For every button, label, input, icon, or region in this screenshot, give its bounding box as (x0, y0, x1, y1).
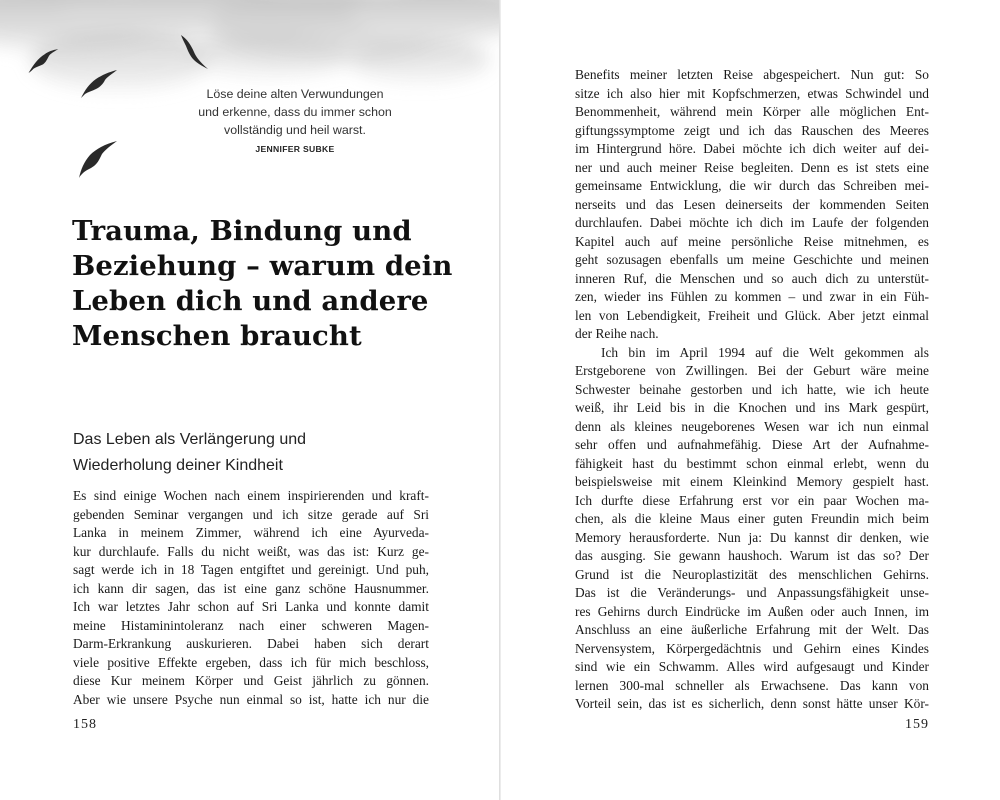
text-line: weiß, ihr Leid bis in die Knochen und ins Mark gespürt, (575, 400, 929, 415)
bird-icon (79, 66, 119, 100)
text-line: geht sozusagen ebenfalls um meine Geschichte und meinen (575, 252, 929, 267)
chapter-title-line: Leben dich und andere (72, 285, 429, 317)
left-body-text (73, 487, 429, 709)
epigraph-line: Löse deine alten Verwundungen (206, 87, 384, 101)
text-line: fähigkeit hast du bestimmt schon einmal erlebt, wenn du (575, 455, 929, 471)
text-line: Erstgeborene von Zwillingen. Bei der Geburt wäre meine (575, 363, 929, 378)
text-line: beispielsweise mit einem Kleinkind Memory gespielt hast. (575, 474, 929, 489)
text-line: sind wie ein Schwamm. Alles wird aufgesaugt und Kinder (575, 659, 929, 674)
bird-icon (26, 44, 60, 78)
section-heading-line: Wiederholung deiner Kindheit (73, 457, 283, 474)
text-line: Grund ist die Neuroplastizität des menschlichen Gehirns. (575, 566, 929, 582)
text-line: res Gehirns durch Eindrücke im Außen oder auch Innen, im (575, 603, 929, 619)
text-line: inneren Ruf, die Menschen und so auch dich zu unterstüt- (575, 270, 929, 286)
text-line: Ich bin im April 1994 auf die Welt gekommen als (601, 344, 929, 360)
epigraph-author: JENNIFER SUBKE (255, 144, 335, 154)
text-line: Benommenheit, während mein Körper alle möglichen Ent- (575, 104, 929, 119)
text-line: das ausging. Sie gewann haushoch. Warum ist das so? Der (575, 548, 929, 563)
epigraph-line: vollständig und heil warst. (224, 123, 366, 137)
text-line: Kapitel auch auf meine persönliche Reise mitnehmen, es (575, 233, 929, 249)
text-line: kur durchlaufe. Falls du nicht weißt, was das ist: Kurz ge- (73, 543, 429, 559)
text-line: Vorteil sein, das ist es sicherlich, denn sonst hätte unser Kör- (575, 696, 929, 711)
chapter-title-line: Beziehung – warum dein (72, 250, 453, 282)
text-line: durchlaufen. Dabei möchte ich dich im Laufe der folgenden (575, 215, 929, 230)
text-line: zen, wieder ins Fühlen zu kommen – und zwar in ein Füh- (575, 289, 929, 304)
right-page (501, 0, 1000, 800)
chapter-title-line: Menschen braucht (72, 320, 362, 352)
chapter-title-line: Trauma, Bindung und (72, 215, 412, 247)
text-line: sagt werde ich in 18 Tagen entgiftet und gereinigt. Und puh, (73, 562, 429, 577)
text-line: len von Lebendigkeit, Freiheit und Glück. Aber jetzt einmal (575, 307, 929, 323)
page-number-right: 159 (905, 717, 929, 732)
text-line: meine Histaminintoleranz nach einer schweren Magen- (73, 617, 429, 633)
text-line: Nervensystem, Körpergedächtnis und Gehirn eines Kindes (575, 640, 929, 656)
text-line: Darm-Erkrankung auskurieren. Dabei haben sich derart (73, 636, 429, 651)
text-line: Benefits meiner letzten Reise abgespeichert. Nun gut: So (575, 67, 929, 82)
text-line: Ich war letztes Jahr schon auf Sri Lanka und konnte damit (73, 599, 429, 614)
text-line: gebenden Seminar vergangen und ich sitze gerade auf Sri (73, 506, 429, 522)
text-line: nerseits und das Lesen deinerseits der kommenden Seiten (575, 196, 929, 212)
right-body-text (575, 66, 929, 714)
text-line: diese Kur meinem Körper und Geist jährlich zu gönnen. (73, 673, 429, 688)
section-heading (73, 427, 453, 479)
text-line: Ich durfte diese Erfahrung erst vor ein paar Wochen ma- (575, 492, 929, 508)
text-line: gemeinsame Entwicklung, die wir durch das Schreiben mei- (575, 178, 929, 193)
text-line: Es sind einige Wochen nach einem inspirierenden und kraft- (73, 488, 429, 503)
section-heading-line: Das Leben als Verlängerung und (73, 431, 307, 448)
text-line: sehr offen und aufnahmefähig. Diese Art der Aufnahme- (575, 437, 929, 452)
epigraph (160, 85, 430, 158)
bird-icon (74, 136, 120, 182)
text-line: ich kann dir sagen, das ist eine ganz schöne Hausnummer. (73, 580, 429, 596)
text-line: Lanka in meinem Zimmer, während ich eine Ayurveda- (73, 525, 429, 540)
text-line: im Hintergrund höre. Dabei möchte ich dich weiter auf dei- (575, 141, 929, 156)
text-line: Anschluss an eine äußerliche Erfahrung mit der Welt. Das (575, 622, 929, 637)
text-line: Aber wie unsere Psyche nun einmal so ist, hatte ich nur die (73, 691, 429, 707)
text-line: viele positive Effekte ergeben, dass ich für mich beschloss, (73, 654, 429, 670)
text-line: chen, als die kleine Maus einer guten Freundin mich beim (575, 511, 929, 526)
bird-icon (177, 33, 211, 73)
text-line: Memory herausforderte. Nun ja: Du kannst dir denken, wie (575, 529, 929, 545)
text-line: denn als kleines neugeborenes Wesen war ich nun einmal (575, 418, 929, 434)
text-line: Das ist die Veränderungs- und Anpassungsfähigkeit unse- (575, 585, 929, 600)
text-line: lernen 300-mal schneller als Erwachsene. Das kann von (575, 677, 929, 693)
text-line: ner und auch meiner Reise begleiten. Denn es ist stets eine (575, 159, 929, 175)
page-number-left: 158 (73, 717, 97, 732)
text-line: der Reihe nach. (575, 326, 659, 341)
epigraph-line: und erkenne, dass du immer schon (198, 105, 392, 119)
chapter-title (72, 214, 482, 354)
text-line: Schwester beinahe gestorben und ich hatte, wie ich heute (575, 381, 929, 397)
text-line: sitze ich also hier mit Kopfschmerzen, etwas Schwindel und (575, 85, 929, 101)
text-line: giftungssymptome zeigt und ich das Rauschen des Meeres (575, 122, 929, 138)
